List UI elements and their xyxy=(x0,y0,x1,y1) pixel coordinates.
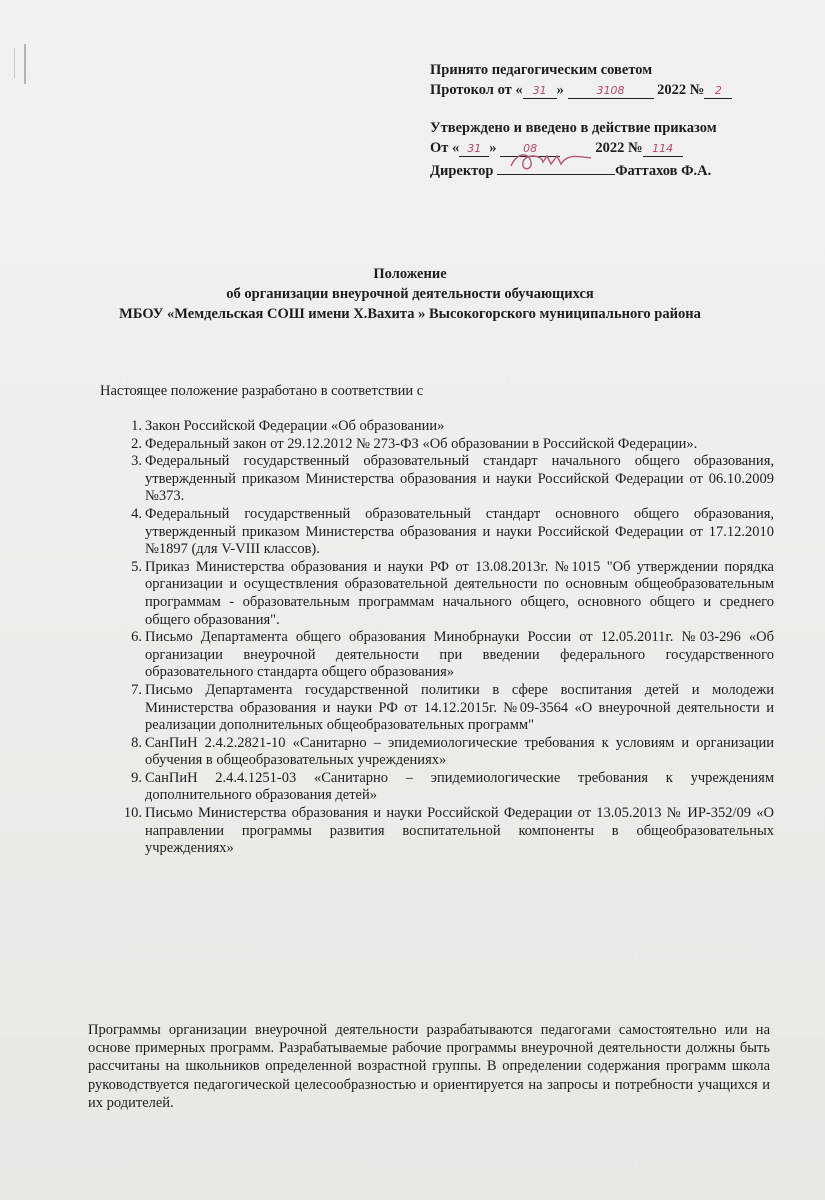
council-label: Принято педагогическим советом xyxy=(430,62,653,78)
title-line-1: Положение xyxy=(373,266,447,282)
title-line-2: об организации внеурочной деятельности обучающихся xyxy=(226,286,594,302)
signature-icon xyxy=(507,148,597,176)
list-item: 10. Письмо Министерства образования и науки Российской Федерации от 13.05.2013 № ИР-352/09 «О направлении программы развития воспитательной компоненты в общеобразовательных учреждениях» xyxy=(123,805,774,857)
list-item: 7. Письмо Департамента государственной политики в сфере воспитания детей и молодежи Министерства образования и науки РФ от 14.12.2015г. №09-3564 «О внеурочной деятельности и реализации дополнительных общеобразовательных программ" xyxy=(131,681,774,734)
protocol-day-field: 31 xyxy=(523,84,557,99)
order-line: От « 31 » 08 2022 № 114 xyxy=(430,138,790,158)
references-list xyxy=(112,418,774,858)
protocol-month-field: 3108 xyxy=(568,84,654,99)
list-item: 4. Федеральный государственный образовательный стандарт основного общего образования, утвержденный приказом Министерства образования и науки Российской Федерации от 17.12.2010 №1897 (для V-VIII классов). xyxy=(131,505,774,558)
paper-edge-mark xyxy=(14,48,15,78)
paper-edge-mark xyxy=(24,44,26,84)
list-item: 9. СанПиН 2.4.4.1251-03 «Санитарно – эпидемиологические требования к учреждениям дополнительного образования детей» xyxy=(131,769,774,804)
order-day-field: 31 xyxy=(459,142,489,157)
list-item: 1. Закон Российской Федерации «Об образовании» xyxy=(131,418,445,434)
protocol-number-field: 2 xyxy=(704,84,732,99)
list-item: 5. Приказ Министерства образования и науки РФ от 13.08.2013г. №1015 "Об утверждении порядка организации и осуществления образовательной деятельности по основным общеобразовательным программам - образовательным программам начального общего, основного общего и среднего общего образования". xyxy=(131,558,774,628)
intro-text: Настоящее положение разработано в соответствии с xyxy=(100,383,424,399)
list-item: 2. Федеральный закон от 29.12.2012 № 273-ФЗ «Об образовании в Российской Федерации». xyxy=(131,435,698,452)
list-item: 8. СанПиН 2.4.2.2821-10 «Санитарно – эпидемиологические требования к условиям и организации обучения в общеобразовательных учреждениях» xyxy=(131,734,774,769)
closing-paragraph: Программы организации внеурочной деятельности разрабатываются педагогами самостоятельно или на основе примерных программ. Разрабатываемые рабочие программы внеурочной деятельности должны быть рассчитаны на школьников определенной возрастной группы. В определении содержания программ школа руководствуется педагогической целесообразностью и ориентируется на запросы и потребности учащихся и их родителей. xyxy=(88,1022,770,1111)
document-title xyxy=(80,264,740,324)
approval-block xyxy=(430,60,790,181)
list-item: 6. Письмо Департамента общего образования Минобрнауки России от 12.05.2011г. №03-296 «Об организации внеурочной деятельности при введении федерального государственного образовательного стандарта общего образования» xyxy=(131,629,774,681)
order-label: Утверждено и введено в действие приказом xyxy=(430,120,717,136)
director-line: Директор Фаттахов Ф.А. xyxy=(430,158,790,181)
director-signature xyxy=(497,158,615,175)
protocol-line: Протокол от « 31 » 3108 2022 № 2 xyxy=(430,80,790,100)
order-month-field: 08 xyxy=(500,142,560,157)
list-item: 3. Федеральный государственный образовательный стандарт начального общего образования, утвержденный приказом Министерства образования и науки Российской Федерации от 06.10.2009 №373. xyxy=(131,453,774,505)
order-number-field: 114 xyxy=(643,142,683,157)
title-line-3: МБОУ «Мемдельская СОШ имени Х.Вахита » Высокогорского муниципального района xyxy=(119,306,701,322)
